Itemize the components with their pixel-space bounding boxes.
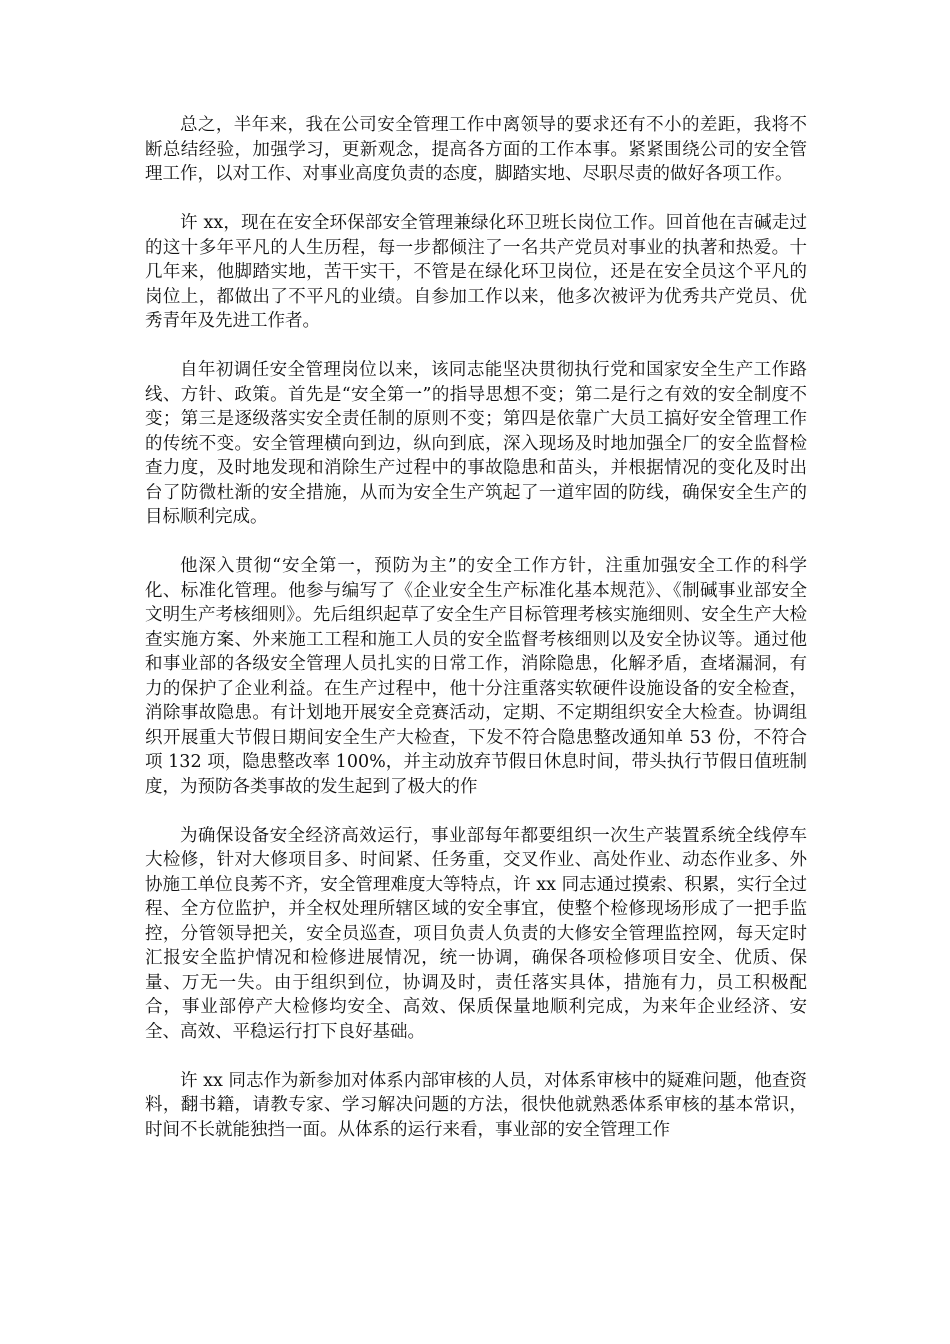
document-body [145, 113, 807, 1142]
paragraph-standardization: 他深入贯彻“安全第一，预防为主”的安全工作方针，注重加强安全工作的科学化、标准化管理。他参与编写了《企业安全生产标准化基本规范》、《制碱事业部安全文明生产考核细则》。先后组织起草了安全生产目标管理考核实施细则、安全生产大检查实施方案、外来施工工程和施工人员的安全监督考核细则以及安全协议等。通过他和事业部的各级安全管理人员扎实的日常工作，消除隐患，化解矛盾，查堵漏洞，有力的保护了企业利益。在生产过程中，他十分注重落实软硬件设施设备的安全检查，消除事故隐患。有计划地开展安全竞赛活动，定期、不定期组织安全大检查。协调组织开展重大节假日期间安全生产大检查，下发不符合隐患整改通知单 53 份，不符合项 132 项，隐患整改率 100%，并主动放弃节假日休息时间，带头执行节假日值班制度，为预防各类事故的发生起到了极大的作 [145, 556, 807, 797]
paragraph-summary: 总之，半年来，我在公司安全管理工作中离领导的要求还有不小的差距，我将不断总结经验，加强学习，更新观念，提高各方面的工作本事。紧紧围绕公司的安全管理工作，以对工作、对事业高度负责的态度，脚踏实地、尽职尽责的做好各项工作。 [145, 115, 807, 184]
paragraph-internal-audit: 许 xx 同志作为新参加对体系内部审核的人员，对体系审核中的疑难问题，他查资料，翻书籍，请教专家、学习解决问题的方法，很快他就熟悉体系审核的基本常识，时间不长就能独挡一面。从体系的运行来看，事业部的安全管理工作 [145, 1070, 807, 1140]
paragraph-introduction: 许 xx，现在在安全环保部安全管理兼绿化环卫班长岗位工作。回首他在吉碱走过的这十多年平凡的人生历程，每一步都倾注了一名共产党员对事业的执著和热爱。十几年来，他脚踏实地，苦干实干，不管是在绿化环卫岗位，还是在安全员这个平凡的岗位上，都做出了不平凡的业绩。自参加工作以来，他多次被评为优秀共产党员、优秀青年及先进工作者。 [145, 213, 807, 331]
paragraph-overhaul: 为确保设备安全经济高效运行，事业部每年都要组织一次生产装置系统全线停车大检修，针对大修项目多、时间紧、任务重，交叉作业、高处作业、动态作业多、外协施工单位良莠不齐，安全管理难度大等特点，许 xx 同志通过摸索、积累，实行全过程、全方位监护，并全权处理所辖区域的安全事宜，使整个检修现场形成了一把手监控，分管领导把关，安全员巡查，项目负责人负责的大修安全管理监控网，每天定时汇报安全监护情况和检修进展情况，统一协调，确保各项检修项目安全、优质、保量、万无一失。由于组织到位，协调及时，责任落实具体，措施有力，员工积极配合，事业部停产大检修均安全、高效、保质保量地顺利完成，为来年企业经济、安全、高效、平稳运行打下良好基础。 [145, 825, 807, 1042]
paragraph-safety-policy: 自年初调任安全管理岗位以来，该同志能坚决贯彻执行党和国家安全生产工作路线、方针、政策。首先是“安全第一”的指导思想不变；第二是行之有效的安全制度不变；第三是逐级落实安全责任制的原则不变；第四是依靠广大员工搞好安全管理工作的传统不变。安全管理横向到边，纵向到底，深入现场及时地加强全厂的安全监督检查力度，及时地发现和消除生产过程中的事故隐患和苗头，并根据情况的变化及时出台了防微杜渐的安全措施，从而为安全生产筑起了一道牢固的防线，确保安全生产的目标顺利完成。 [145, 360, 807, 527]
